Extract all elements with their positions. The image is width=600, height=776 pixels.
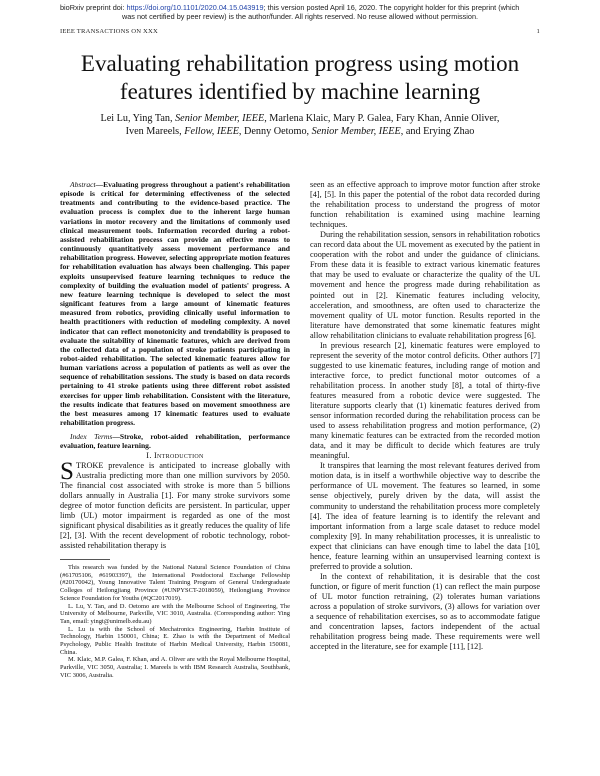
body-paragraph: In previous research [2], kinematic features were employed to represent the severity of the motor control deficits. Other authors [7] suggested to use kinematic features, including range of motion and interactive force, to predict functional motor outcomes of a rehabilitation process. In another study [8], a total of thirty-five features measured from a robotic device were suggested. The literature supports clearly that (1) kinematic features derived from sensor information recorded during the rehabilitation process can be used to assess rehabilitation progress and motion performance, (2) many kinematic features can be extracted from the recorded motion data, and it may be difficult to decide which features are truly meaningful. xyxy=(310,340,540,461)
preprint-notice-line2: was not certified by peer review) is the author/funder. All rights reserved. No reuse allowed without permission. xyxy=(121,12,479,21)
body-paragraph: In the context of rehabilitation, it is desirable that the cost function, or figure of merit function (1) can reflect the main purpose of UL motor function retraining, (2) tolerates human variations across a population of stroke survivors, (3) allows for variation over a sequence of rehabilitation exercises, so as to accommodate fatigue and concentration lapses, factors independent of the actual rehabilitation progress being made. These requirements were well accepted in the literature, see for example [11], [12]. xyxy=(310,571,540,652)
journal-name: IEEE TRANSACTIONS ON XXX xyxy=(60,28,158,35)
index-terms xyxy=(60,432,290,450)
paper-title: Evaluating rehabilitation progress using motion features identified by machine learning xyxy=(80,51,520,104)
preprint-notice xyxy=(60,3,540,21)
abstract-text: —Evaluating progress throughout a patient's rehabilitation episode is critical for determining effectiveness of the selected treatments and contributing to the evidence-based practice. The evaluation process is complex due to the inherent large human variations in motor recovery and the limitations of commonly used clinical measurement tools. Information recorded during a robot-assisted rehabilitation process can provide an effective means to continuously quantitatively assess movement performance and rehabilitation progress. However, selecting appropriate motion features for rehabilitation evaluation has always been challenging. This paper exploits unsupervised feature learning techniques to reduce the complexity of building the evaluation model of patients' progress. A new feature learning technique is developed to select the most significant features from a large amount of kinematic features measured from robotics, providing clinically useful information to health practitioners with reduction of modeling complexity. A novel indicator that can reflect monotonicity and trendability is proposed to evaluate the suitability of kinematic features, which are derived from the collected data of a population of stroke patients participating in robot-aided rehabilitation. The selected kinematic features allow for human variations across a population of patients as well as over the sequence of rehabilitation sessions. The study is based on data records pertaining to 41 stroke patients using three different robot assisted exercises for upper limb rehabilitation. Consistent with the literature, the results indicate that features based on movement smoothness are the best measures among 17 kinematic features used to evaluate rehabilitation progress. xyxy=(60,180,290,428)
author-line-1: Lei Lu, Ying Tan, Senior Member, IEEE, Marlena Klaic, Mary P. Galea, Fary Khan, Annie Oliver, xyxy=(100,113,500,124)
right-column xyxy=(310,180,540,652)
footnote-divider xyxy=(60,559,110,560)
footnotes xyxy=(60,564,290,680)
footnote-affiliation-1: L. Lu, Y. Tan, and D. Oetomo are with the Melbourne School of Engineering, The University of Melbourne, Parkville, VIC 3010, Australia. (Corresponding author: Ying Tan, email: yingt@unimelb.edu.au) xyxy=(60,602,290,625)
section-heading-introduction: I. Introduction xyxy=(146,450,204,460)
abstract xyxy=(60,180,290,427)
footnote-funding: This research was funded by the National Natural Science Foundation of China (#61705106, #61903397), the International Postdoctoral Exchange Fellowship (#20170042), Young Innovative Talent Training Program of General Undergraduate Colleges of Heilongjiang Province (#UNPYSCT-2018059), Heilongjiang Province Science Foundation for Youths (#QC2017019). xyxy=(60,564,290,602)
preprint-notice-line1: bioRxiv preprint doi: https://doi.org/10.1101/2020.04.15.043919; this version posted April 16, 2020. The copyright holder for this preprint (which xyxy=(60,3,520,12)
body-paragraph: During the rehabilitation session, sensors in rehabilitation robotics can record data about the UL movement as executed by the patient in cooperation with the robot and under the guidance of clinicians. From these data it is feasible to extract various kinematic features that may be used to evaluate or characterize the quality of the UL movement and hence the progress made during rehabilitation as pointed out in [2]. Kinematic features including velocity, acceleration, and smoothness, are often used to characterize the movement quality of UL motor function. Results reported in the literature have demonstrated that some kinematic features might allow rehabilitation clinicians to evaluate rehabilitation progress [6]. xyxy=(310,230,540,340)
author-line-2: Iven Mareels, Fellow, IEEE, Denny Oetomo, Senior Member, IEEE, and Erying Zhao xyxy=(125,126,475,137)
page-number: 1 xyxy=(536,28,540,35)
left-column xyxy=(60,180,290,680)
author-list xyxy=(60,112,540,138)
footnote-affiliation-2: L. Lu is with the School of Mechatronics Engineering, Harbin Institute of Technology, Harbin 150001, China; E. Zhao is with the Department of Medical Psychology, Public Health Institute of Harbin Medical University, Harbin 150081, China. xyxy=(60,625,290,656)
index-terms-label: Index Terms xyxy=(70,432,113,442)
intro-first-word: TROKE xyxy=(75,460,104,470)
body-paragraph: seen as an effective approach to improve motor function after stroke [4], [5]. In this paper the potential of the robot data recorded during the rehabilitation process to understand the progress of motor function rehabilitation is examined using machine learning techniques. xyxy=(310,180,540,230)
footnote-affiliation-3: M. Klaic, M.P. Galea, F. Khan, and A. Oliver are with the Royal Melbourne Hospital, Parkville, VIC 3050, Australia; I. Mareels is with IBM Research Australia, Southbank, VIC 3006, Australia. xyxy=(60,656,290,679)
drop-cap: S xyxy=(60,457,74,485)
intro-paragraph-1: STROKE prevalence is anticipated to increase globally with Australia predicting more than one million survivors by 2050. The financial cost associated with stroke is more than 5 billions dollars annually in Australia [1]. For many stroke survivors some degree of motor function deficits are persistent. In particular, upper limb (UL) motor impairment is regarded as one of the most significant physical disabilities as it greatly reduces the quality of life [2], [3]. With the recent development of robotic technology, robot-assisted rehabilitation therapy is xyxy=(60,457,290,550)
index-terms-text: —Stroke, robot-aided rehabilitation, performance evaluation, feature learning. xyxy=(60,432,291,451)
running-head xyxy=(60,28,540,35)
abstract-label: Abstract xyxy=(70,180,96,189)
body-paragraph: It transpires that learning the most relevant features derived from motion data, is in itself a worthwhile objective way to describe the performance of UL movement. The features so learned, in some sense objectively, purely driven by the data, will assist the community to understand the rehabilitation process more completely [4]. The idea of feature learning is to identify the relevant and important information from a large scale dataset to reduce model complexity [9]. In many rehabilitation processes, it is unrealistic to expect that clinicians can have enough time to label the data [10], hence, feature learning within an unsupervised learning context is preferred to provide a solution. xyxy=(310,461,540,571)
doi-link[interactable]: https://doi.org/10.1101/2020.04.15.043919 xyxy=(126,3,264,12)
